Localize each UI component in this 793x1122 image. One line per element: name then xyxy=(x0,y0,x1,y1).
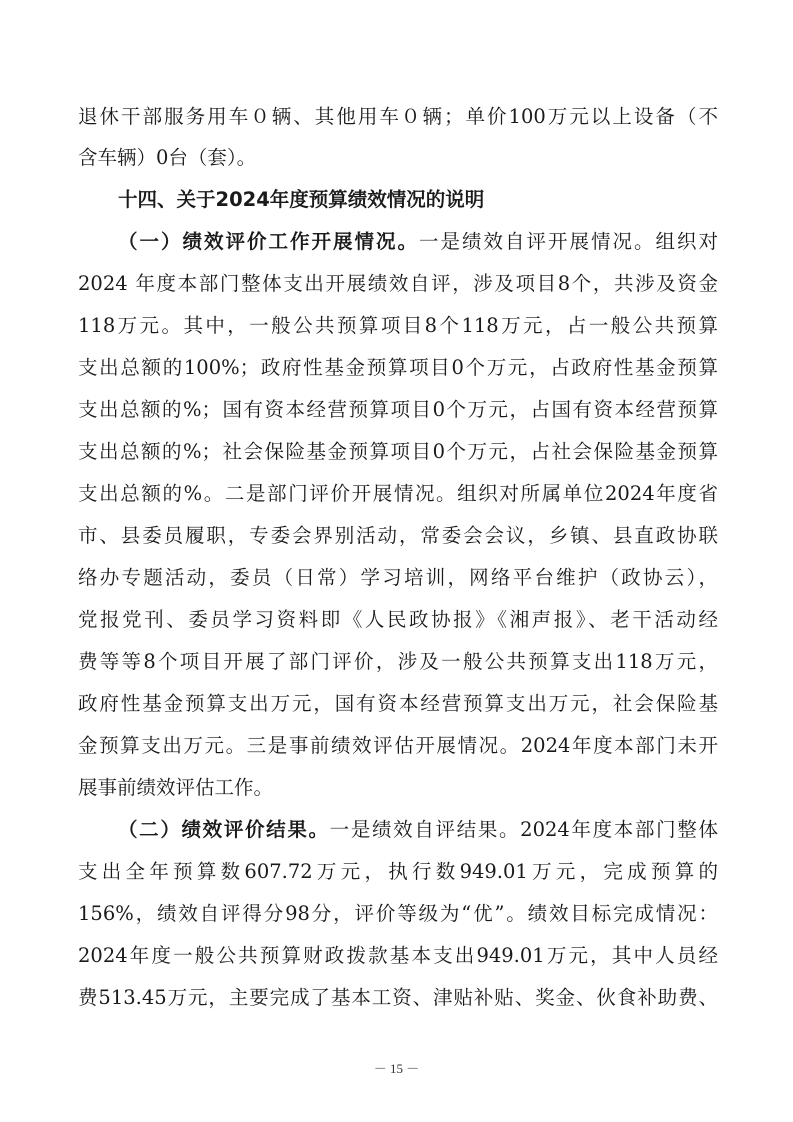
body-line: 支出总额的100%；政府性基金预算项目0个万元，占政府性基金预算 xyxy=(78,356,718,379)
body-line: 156%，绩效自评得分98分，评价等级为“优”。绩效目标完成情况： xyxy=(78,902,718,925)
body-line: 2024 年度本部门整体支出开展绩效自评，涉及项目8个，共涉及资金 xyxy=(78,272,718,295)
body-line: 络办专题活动，委员（日常）学习培训，网络平台维护（政协云）， xyxy=(78,566,718,589)
subsection-title: （一）绩效评价工作开展情况。 xyxy=(118,230,419,253)
body-line: 含车辆）0台（套）。 xyxy=(78,146,257,169)
body-line: 费等等8个项目开展了部门评价，涉及一般公共预算支出118万元， xyxy=(78,650,718,673)
body-line: 党报党刊、委员学习资料即《人民政协报》《湘声报》、老干活动经 xyxy=(78,608,718,631)
body-text: 一是绩效自评结果。2024年度本部门整体 xyxy=(329,818,718,841)
subsection-line xyxy=(118,222,718,262)
body-line: 支出总额的%；国有资本经营预算项目0个万元，占国有资本经营预算 xyxy=(78,398,718,421)
subsection-title: （二）绩效评价结果。 xyxy=(118,818,330,841)
body-line: 展事前绩效评估工作。 xyxy=(78,776,274,799)
body-line: 退休干部服务用车０辆、其他用车０辆；单价100万元以上设备（不 xyxy=(78,105,718,128)
body-line: 2024年度一般公共预算财政拨款基本支出949.01万元，其中人员经 xyxy=(78,944,718,967)
body-line: 118万元。其中，一般公共预算项目8个118万元，占一般公共预算 xyxy=(78,314,718,337)
body-line: 政府性基金预算支出万元，国有资本经营预算支出万元，社会保险基 xyxy=(78,692,718,715)
body-line: 费513.45万元，主要完成了基本工资、津贴补贴、奖金、伙食补助费、 xyxy=(78,986,718,1009)
page-number: － 15 － xyxy=(373,1061,420,1076)
section-heading: 十四、关于2024年度预算绩效情况的说明 xyxy=(118,188,485,211)
body-line: 支出总额的%；社会保险基金预算项目0个万元，占社会保险基金预算 xyxy=(78,440,718,463)
body-line: 市、县委员履职，专委会界别活动，常委会会议，乡镇、县直政协联 xyxy=(78,524,718,547)
subsection-line xyxy=(118,810,718,850)
body-line: 支出总额的%。二是部门评价开展情况。组织对所属单位2024年度省 xyxy=(78,482,718,505)
body-line: 金预算支出万元。三是事前绩效评估开展情况。2024年度本部门未开 xyxy=(78,734,718,757)
body-line: 支出全年预算数607.72万元，执行数949.01万元，完成预算的 xyxy=(78,860,718,883)
body-text: 一是绩效自评开展情况。组织对 xyxy=(418,230,718,253)
